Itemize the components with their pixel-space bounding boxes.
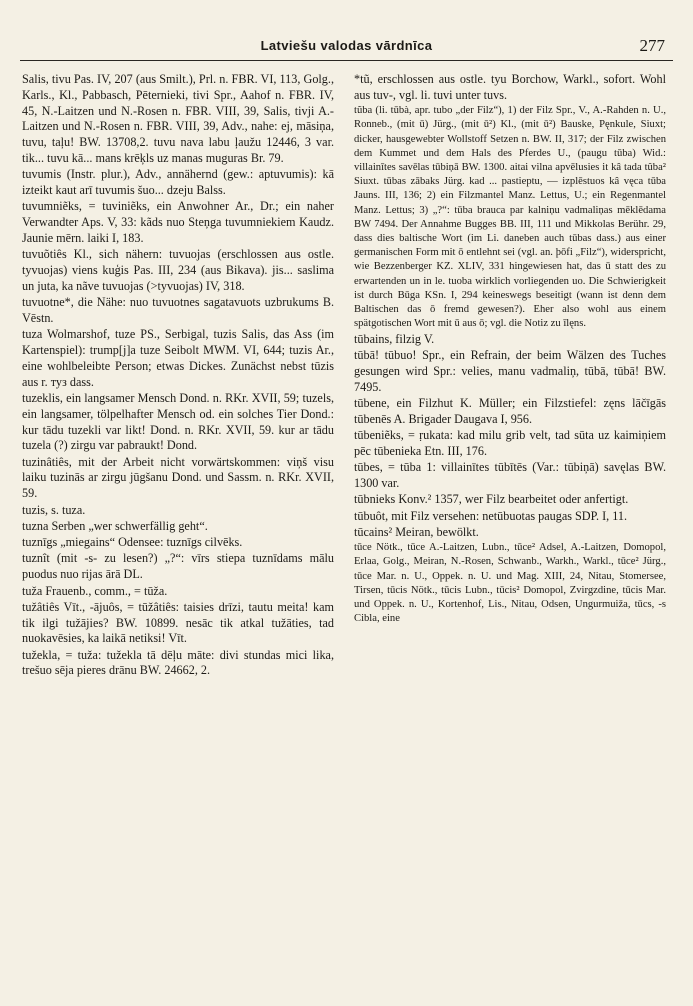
- entry-tucains: tūcains² Meiran, bewölkt.: [354, 524, 479, 539]
- page-header: [20, 38, 673, 58]
- entry-tuza: tuza Wolmarshof, tuze PS., Serbigal, tuzis Salis, das Ass (im Kartenspiel): trump[j]a tuze Seibolt MWM. VI, 644; tuzis Ar., eine wohlbeleibte Person; etwas Dickes. Zunächst nebst tūzis aus r. туз dass.: [22, 327, 334, 389]
- entry-tuzeklis: tuzeklis, ein langsamer Mensch Dond. n. RKr. XVII, 59; tuzels, ein langsamer, tölpelhafter Mensch od. ein solches Tier Dond.: kur tādu tuzekli var likt! Dond. n. RKr. XVII, 59. kur ar tādu tuzela (?) zirgu var pabraukt! Dond.: [22, 390, 334, 453]
- entry-tubene: tūbene, ein Filzhut K. Müller; ein Filzstiefel: zęns lāčīgās tūbenēs A. Brigader Daugava I, 956.: [354, 396, 666, 426]
- entry-tuzinaties: tuzinâtiês, mit der Arbeit nicht vorwärtskommen: viņš visu laiku tuzinās ar zirgu jūgšanu Dond. und Sassm. n. RKr. XVII, 59.: [22, 454, 334, 501]
- entry-tubnieks: tūbnieks Konv.² 1357, wer Filz bearbeitet oder anfertigt.: [354, 492, 629, 507]
- entry-tuce: tūce Nötk., tūce A.-Laitzen, Lubn., tūce² Adsel, A.-Laitzen, Domopol, Erlaa, Golg., Meiran, N.-Rosen, Schwanb., Warkh., Warkl., tūce² Jürg., tūce Mar. n. U., Oppek. n. U. und Mag. XIII, 24, Nitau, Stomersee, Tirsen, tūcis Nötk., tūcis Lubn., tūcis² Domopol, Zvirgzdine, tūcis Mar. und Oppek. n. U., Kortenhof, Lis., Nitau, Odsen, Ungurmuiža, tūcs, -s Cibla, eine: [354, 542, 666, 625]
- entry-tuvumnieks: tuvumniẽks, = tuviniẽks, ein Anwohner Ar., Dr.; ein naher Verwandter Aps. V, 33: kãds nuo Steņga tuvumniekiem Kaudz. Jaunie mērn. laiki I, 183.: [22, 199, 334, 245]
- entry-tuba: tũba (li. tūbà, apr. tubo „der Filz“), 1) der Filz Spr., V., A.-Rahden n. U., Ronneb., (mit ū) Jürg., (mit ū²) Kl., (mit ū²) Bauske, Pęnkule, Siuxt; dicker, hausgewebter Wollstoff Setzen n. BW. II, 317; der Filz zwischen dem Kummet und dem Hals des Pferdes U., (paugu tūba) Wid.: villainītes savēlas tūbiņā BW. 1300. aitai vilna apvēlusies it kâ tada tûba² Siuxt. tūbas zābaks Jürg. kad ... pastieptu, — izplēstuos kâ vęca tūba Jauns. III, 136; 2) ein Filzmantel Manz. Lettus, U.; ein Regenmantel Manz. Lettus; 3) „?“: tūba brauca par kalniņu vadmaliņas mēklēdama BW 7494. Der Annahme Bugges BB. III, 111 und Mikkolas Berühr. 29, dass dies baltische Wort (im Li. daneben auch tūbas dass.) aus einer germanischen Form mit ō entlehnt sei (vgl. an. þōfi „Filz“), widerspricht, wie Bezzenberger KZ. XLIV, 331 hingewiesen hat, das ū statt des zu erwartenden un in le. tuoba wirklich vorliegenden uo. Die Schwierigkeit ist durch Būga KSn. I, 294 keineswegs beseitigt (wann ist denn dem Baltischen das ō fremd gewesen?). Eher also wohl aus einem spätgotischen Wort mit ū aus ō; vgl. die Notiz zu īlęns.: [354, 105, 666, 330]
- entry-tubuot: tūbuôt, mit Filz versehen: netūbuotas paugas SDP. I, 11.: [354, 508, 628, 523]
- right-column: [354, 72, 666, 627]
- entry-tuznigs: tuznīgs „miegains“ Odensee: tuznīgs cilvēks.: [22, 535, 243, 550]
- header-rule: [20, 60, 673, 61]
- entry-tuza-frauenb: tuža Frauenb., comm., = tūža.: [22, 583, 168, 598]
- entry-tuzaties: tužâtiês Vīt., -ājuôs, = tūžâtiês: taisies drīzi, tautu meita! kam tik ilgi tužājies? BW. 10899. nesāc tik atkal tužāties, tad nuokavēsies, ka laikā netiksi! Vīt.: [22, 599, 334, 646]
- entry-tuznit: tuznît (mit -s- zu lesen?) „?“: vīrs stiepa tuznīdams mālu puodus nuo rijas ārā DL.: [22, 551, 334, 582]
- page-number: 277: [639, 36, 665, 55]
- entry-tu: *tũ, erschlossen aus ostle. tyu Borchow, Warkl., sofort. Wohl aus tuv-, vgl. li. tuvi unter tuvs.: [354, 72, 666, 102]
- entry-tuzekla: tužekla, = tuža: tužekla tā dēļu māte: divi stundas mici lika, trešuo sēja pieres drānu BW. 24662, 2.: [22, 647, 334, 678]
- entry-tuzis: tuzis, s. tuza.: [22, 502, 86, 517]
- entry-tuvumis: tuvumis (Instr. plur.), Adv., annähernd (gew.: aptuvumis): kā izteikt kaut arī tuvumis šuo... dzeju Balss.: [22, 167, 334, 198]
- entry-tuvuotne: tuvuotne*, die Nähe: nuo tuvuotnes sagatavuots uzbrukums B. Vēstn.: [22, 295, 334, 325]
- entry-tubenieks: tūbeniẽks, = ṛukata: kad milu grib velt, tad sūta uz kaimiņiem pēc tūbenieka Etn. III, 176.: [354, 428, 666, 458]
- entry-tuvuoties: tuvuõtiês Kl., sich nähern: tuvuojas (erschlossen aus ostle. tyvuojas) viens kuģis Pas. III, 234 (aus Bikava). jis... saslima un juta, ka nãve tuvuojas (>tyvuojas) IV, 318.: [22, 247, 334, 293]
- entry-tivu-continuation: Salis, tivu Pas. IV, 207 (aus Smilt.), Prl. n. FBR. VI, 113, Golg., Karls., Kl., Pabbasch, Pēternieki, tivi Spr., Aahof n. FBR. IV, 45, N.-Laitzen und N.-Rosen n. FBR. VIII, 39, Salis, tivji A.-Laitzen und N.-Rosen n. FBR. VIII, 39, Adv., nahe: ej, māsiņa, tuvu, taļu! BW. 13708,2. tuvu nava labu ļaužu 12446, 3 var. tik... tuvu kā... mans krēķls uz manas muguras Br. 79.: [22, 72, 334, 165]
- entry-tubes: tūbes, = tūba 1: villainītes tūbītēs (Var.: tūbiņā) savęlas BW. 1300 var.: [354, 460, 666, 491]
- entry-tuba-refrain: tūbā! tūbuo! Spr., ein Refrain, der beim Wälzen des Tuches gesungen wird Spr.: velies, manu vadmaliņ, tūbā, tūbā! BW. 7495.: [354, 348, 666, 394]
- left-column: [22, 72, 334, 680]
- entry-tubains: tūbains, filzig V.: [354, 331, 435, 346]
- running-title: Latviešu valodas vārdnīca: [260, 38, 433, 53]
- entry-tuzna: tuzna Serben „wer schwerfällig geht“.: [22, 518, 208, 533]
